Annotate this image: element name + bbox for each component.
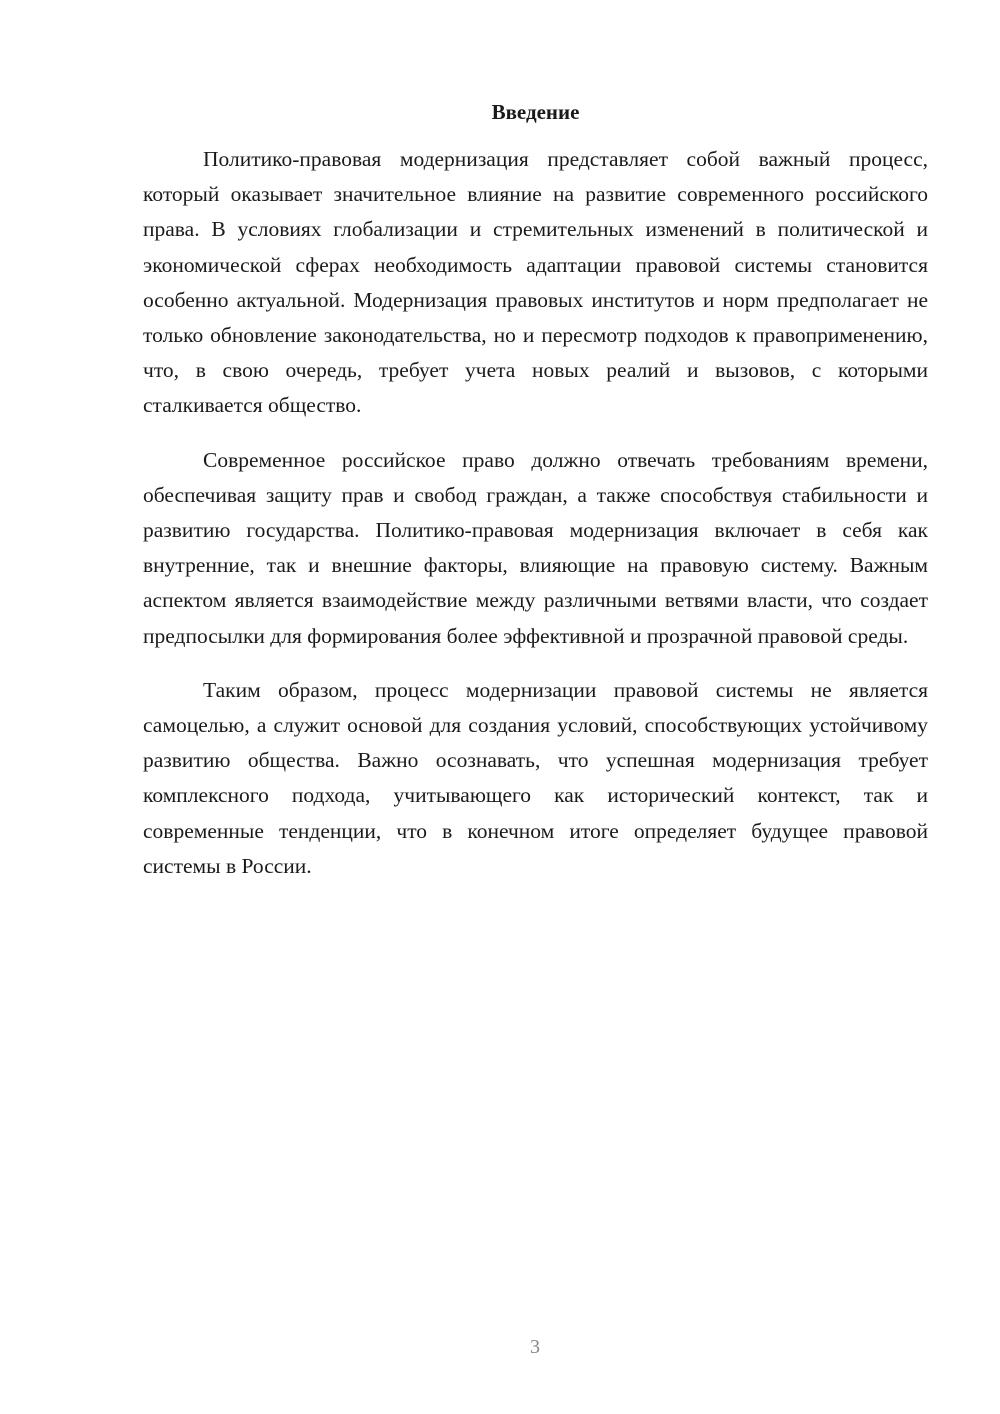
paragraph-2: Современное российское право должно отвечать требованиям времени, обеспечивая защиту прав и свобод граждан, а также способствуя стабильности и развитию государства. Политико-правовая модернизация включает в себя как внутренние, так и внешние факторы, влияющие на правовую систему. Важным аспектом является взаимодействие между различными ветвями власти, что создает предпосылки для формирования более эффективной и прозрачной правовой среды. xyxy=(143,447,928,648)
paragraph-3: Таким образом, процесс модернизации правовой системы не является самоцелью, а служит основой для создания условий, способствующих устойчивому развитию общества. Важно осознавать, что успешная модернизация требует комплексного подхода, учитывающего как исторический контекст, так и современные тенденции, что в конечном итоге определяет будущее правовой системы в России. xyxy=(143,677,928,878)
page-number: 3 xyxy=(530,1336,540,1358)
section-heading: Введение xyxy=(491,100,580,124)
body-text xyxy=(143,142,928,903)
paragraph-1: Политико-правовая модернизация представляет собой важный процесс, который оказывает значительное влияние на развитие современного российского права. В условиях глобализации и стремительных изменений в политической и экономической сферах необходимость адаптации правовой системы становится особенно актуальной. Модернизация правовых институтов и норм предполагает не только обновление законодательства, но и пересмотр подходов к правоприменению, что, в свою очередь, требует учета новых реалий и вызовов, с которыми сталкивается общество. xyxy=(143,147,928,418)
